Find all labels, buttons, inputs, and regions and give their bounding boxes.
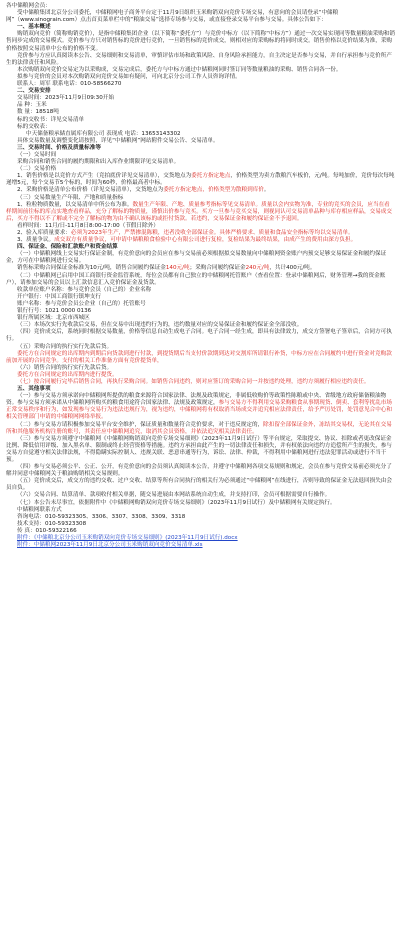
- bank-number: 银行行号：1021 0000 0136: [17, 308, 92, 315]
- text: 2、采购价格是清单公布价格（详见交易清单），交货地点为: [17, 187, 164, 194]
- s4-paragraph: （二）中储粮网已启用中国工商银行资金监管系统，每位会员都有自己独立的中储粮网托管账户（查看位置：登录中储粮网后，财务管理→我的资金账户），请参加交易的会员以上汇款信息汇入竞价保证金及货款。: [6, 272, 386, 286]
- section-5-title: 五、其他事项: [17, 386, 51, 393]
- s4-highlight-paragraph: （七）按合同履行完毕后销售合同，再执行采购合同。如销售合同违约，则对应签订的采购合同一并按违约处理，违约方须履行相应违约责任。: [17, 378, 370, 385]
- s4-paragraph: （五）采购合同的执行实行先款后货。: [17, 343, 113, 350]
- highlight: 240元/吨: [245, 265, 270, 272]
- text: 2、验入库质量要求：: [17, 230, 71, 236]
- trade-quantity: 数 量：18518吨: [17, 109, 59, 116]
- bank-address: 银行所属区域：北京市西城区: [17, 315, 90, 322]
- attachment-rules-link[interactable]: 附件：《中储粮北京分公司玉米购销双向竞价专场交易细则》(2023年11月9日试行).docx: [17, 535, 238, 542]
- s4-paragraph: （三）本场次实行先收款后交易，但在交易中出现违约行为的，违约数量对应的交易保证金和履约保证金全部没收。: [17, 322, 303, 329]
- highlight: 成交双方有质量争议，可申请中储粮粮食检验中心有限公司进行复检，复检结果为最终结果，由成产生的费用由深方负担。: [54, 237, 357, 244]
- s4-highlight-paragraph: 委托方在合同规定的出库期内进行提货。: [17, 371, 118, 378]
- text: ；采购合同履约保证金: [189, 265, 246, 272]
- highlight: 参与交易方不得利用交易采购粮食从事期现货、倒卖、套利等扰乱市场正常交易秩序和行为，如发现参与交易行为违法违规行为，视为违约，中储粮网将有权取消当场成交并追究相应法律责任，给予严厉处罚，处罚意见合中心和相关管理部门申请的中储粮网网络举报。: [6, 400, 392, 421]
- attachment-list-link[interactable]: 附件：中储粮网2023年11月9日北京分公司玉米购销双向竞价交易清单.xls: [17, 542, 203, 549]
- s2-paragraph: 具体交易数量及调整变化请按照，详见“中储粮网”网站附件交易公告、交易清单。: [17, 137, 219, 144]
- bank-account: 账户名称：参与竞价会员公企业（自己的）托管账号: [17, 300, 146, 307]
- section-2-title: 二、交易安排: [17, 88, 51, 95]
- s5-paragraph: （七）本公告未尽事宜，依据附件中《中储粮网购销双向竞价专场交易细则》（2023年11月9日试行）及中储粮网有关规定执行。: [17, 499, 336, 506]
- highlight: 委托方指定地点，价格类型为散粮到库价: [163, 187, 264, 194]
- text: 销售标采购合同保证金标准为10元/吨，销售合同履约保证金: [17, 265, 166, 272]
- s5-paragraph: （六）交易合同、结算清单、款项收付相关单据，随交易进展由本网站系统自动生成，并支持打印，会员可根据需要自行操作。: [17, 492, 331, 499]
- trade-time: 交易时间：2023年11月9日09:30开始: [17, 95, 114, 102]
- text: 。: [263, 187, 270, 194]
- trade-variety: 品 种：玉米: [17, 102, 47, 109]
- s3-purchase-paragraph: [6, 187, 395, 194]
- s3-subtitle: （一）交易时间: [17, 151, 57, 158]
- s1-paragraph: 本次购销双向竞价交易定为以采购成，交易完成后，委托方与中标方通过中储粮网同时签订同等数量粮油的采购、销售合同各一份。: [17, 66, 342, 73]
- contact-support: 技术支持：010-59323308: [17, 520, 87, 527]
- s3-quantity-paragraph: [6, 202, 395, 223]
- trade-detail-label: 标的交收表：: [17, 123, 51, 130]
- s5-paragraph: [6, 422, 395, 436]
- greeting: 各中储粮网会员：: [6, 3, 51, 9]
- section-3-title: 三、交易时间、价格及质量标准等: [17, 144, 101, 151]
- s1-paragraph: 购销双向竞价（简称购销竞价），是指中储粮集团企业（以下简称“委托方”）与竞价中标方（以下简称“中标方”）通过一次交易实现同等数量粮油采购和销售同步完成的交易模式。竞价参与方只对销售标的竞价进行竞价，一旦销售标的竞价成交，则相对应的采购标的将同时成交。销售价格以竞价结果为准，采购价格按照交易清单中公布的价格不变。: [6, 31, 395, 52]
- text: （一）参与交易方须承诺向中储粮网所提供的粮食来源符合国家法律、法规及政策规定，非属低收购价等政策性陈粮或中央、省级地方政府储备粮油物资。参与交易方须承诺从中储粮网所购买的粮食用途符合国家法律、法规及政策规定，: [6, 393, 387, 407]
- s3-subtitle: （二）交易价格: [17, 166, 57, 173]
- contact-phone: 咨询电话：010-59323305、3306、3307、3308、3309、3318: [17, 513, 186, 520]
- s5-paragraph: [6, 393, 395, 421]
- highlight: 除扣留全部保证金外，冻结其交易权，无论其在交易所和其他服务机构注册的账号，其责任应中储粮网追究，取消其会员资格，并依法追究相关法律责任。: [6, 421, 392, 435]
- text: 3、质量争议。: [17, 237, 55, 244]
- s4-paragraph: （六）销售合同的执行实行先款后货。: [17, 364, 113, 371]
- s5-paragraph: （四）参与交易必须公平、公正、公开，有竞价意向的会员须认真阅读本公告，并遵守中储粮网各项交易规则和规定，会员在参与竞价交易前必须充分了解并同意中储粮网关于粮油购销相关交易规则。: [6, 464, 392, 478]
- highlight: 140元/吨: [165, 265, 190, 272]
- announcement: [6, 3, 395, 549]
- text: ，共计400元/吨。: [269, 265, 316, 272]
- s4-highlight-paragraph: 委托方在合同规定的出库期内到期后向货款到进行付款，到提货期后当支付价款期到达对交割库所请银行补货，中标方应在合同履约中进行资金对竞购款前加开展的合同竞争。支付的相关工作准备方面有竞价提货单，: [6, 350, 392, 364]
- contact-heading: 中储粮网联系方式: [17, 506, 62, 513]
- s4-deposit-paragraph: [6, 265, 395, 272]
- text: （二）参与交易方请积极参加交易平台安全维护，保证质量和数量符合竞价要求，对于违反规定的，: [17, 421, 264, 428]
- s3-price-paragraph: [6, 173, 395, 187]
- s1-paragraph: 竞价参与方应认真阅读本公告、交易细则和交易清单，审慎评估市场和政策风险、自身风险承担能力，自主决定是否参与交易，并自行承担参与竞价所产生的法律责任和风险。: [6, 52, 392, 66]
- s5-paragraph: （五）竞价成交后，成交方的违约交收、过户交收、结算等所有合同执行的相关行为必须通过“中储粮网”在线进行，否则导致的保证金无法退回损失由会员自负。: [6, 478, 392, 492]
- s1-contact: 联系人：周军 联系电话：010-58566270: [17, 81, 122, 88]
- trade-detail: 中天储备粮承储直属库有限公司 表现成 电话：13653143302: [26, 130, 181, 137]
- text: ，价格类型为卖方散粮汽车板价，元/吨。每吨加价，竞价每次每吨递增5元，每个交易节5个标的，时间为60秒，价格最高者中标。: [6, 173, 395, 187]
- highlight: 委托方指定地点: [191, 173, 231, 180]
- bank-open: 开户银行：中国工商银行镇坤支行: [17, 293, 101, 300]
- look-time: 看样时间：11月/日-11月8日8:00-17:00（节假日除外）: [17, 222, 159, 229]
- trade-doc: 标的交收书：详见交易清单: [17, 116, 85, 123]
- s5-paragraph: （三）参与交易方须遵守中储粮网《中储粮网购销双向竞价专场交易细则》（2023年11月9日试行）等平台规定，采取提交、协议、扣除或者更改保证金比例、降低信用评级、加入黑名单、限制或终止经营资格等措施。违约方承担由此产生的一切法律责任和损失，并有权依法向违约方追偿所产生的损失，参与交易方自觉遵守相关法律法规，不得隐瞒实际控制人、违规关联、恶意串通等行为，诉讼、法律、仲裁，不得利用中储粮网进行违法犯罪活动或进行不当干预。: [6, 435, 392, 463]
- section-4-title: 四、保证金、保险和汇款账户和资金结算: [17, 244, 118, 251]
- s3-subtitle: （三）交易数量生产年限、产地和质量指标: [17, 194, 124, 201]
- section-1-title: 一、基本概述: [17, 24, 51, 31]
- s1-paragraph: 拟参与竞价的会员对本次购销双向竞价交易如有疑问，可向北京分公司工作人员咨询详情。: [17, 73, 241, 80]
- highlight: 数量生产年限、产地、质量参考指标等见交易清单。质量以会内实物为准，专业的竞买的会员，应当在看样期间前往标的库点实地查看样品，充分了解标的物质量，谨慎出价参与竞买。买方一旦参与竞买交易，则视同认可交易清单品种与库存相应样品，交易成交后，买方不得以不了解或不完全了解标的物为由不确认该标的或拒付货款。若违约，交易保证金和履约保证金不予退回。: [6, 201, 392, 222]
- bank-label: 收款单位账户名称：参与竞价会员（自己的）企业名称: [17, 286, 152, 293]
- text: 1、销售价格是以竞价方式产生（竞拍底价详见交易清单），交货地点为: [17, 173, 192, 180]
- s4-paragraph: （四）竞价成交后，系统同时根据交易数量，价格等信息自动生成电子合同。电子合同一经生成，即具有法律效力，成交方签署电子签章后，合同方可执行。: [6, 329, 392, 343]
- s3-paragraph: 采购合同和销售合同的履约期限和出入库作业期限详见交易清单。: [17, 159, 180, 166]
- highlight: 必须为2023年生产，严禁掺混陈粮，违者没收全部保证金。具体严格要求、质量和食品安全指标等均以交易清单。: [70, 230, 354, 236]
- text: 1、粒粒物质数量，以交易清单中所公布为准。: [17, 201, 133, 208]
- contact-fax: 传 真：010-59322166: [17, 527, 77, 534]
- s4-paragraph: （一）中储粮网线上交易实行保证金制，有竞价意向的会员应在参与交易前必须根据拟交易数量向中储粮网资金账户内预交足够交易保证金和履约保证金，方可在中储粮网进行交易。: [6, 251, 387, 265]
- intro-paragraph: 受中储粮集团北京分公司委托，中储粮网电子商务平台定于11月9日组织玉米购销双向竞价专场交易，有意向的会员请登录“中储粮网”（www.sinograin.com）点击首页菜单栏中的“粮油交易”选择专场参与交易，或直接登录交易平台参与交易。具体公告如下：: [6, 10, 339, 24]
